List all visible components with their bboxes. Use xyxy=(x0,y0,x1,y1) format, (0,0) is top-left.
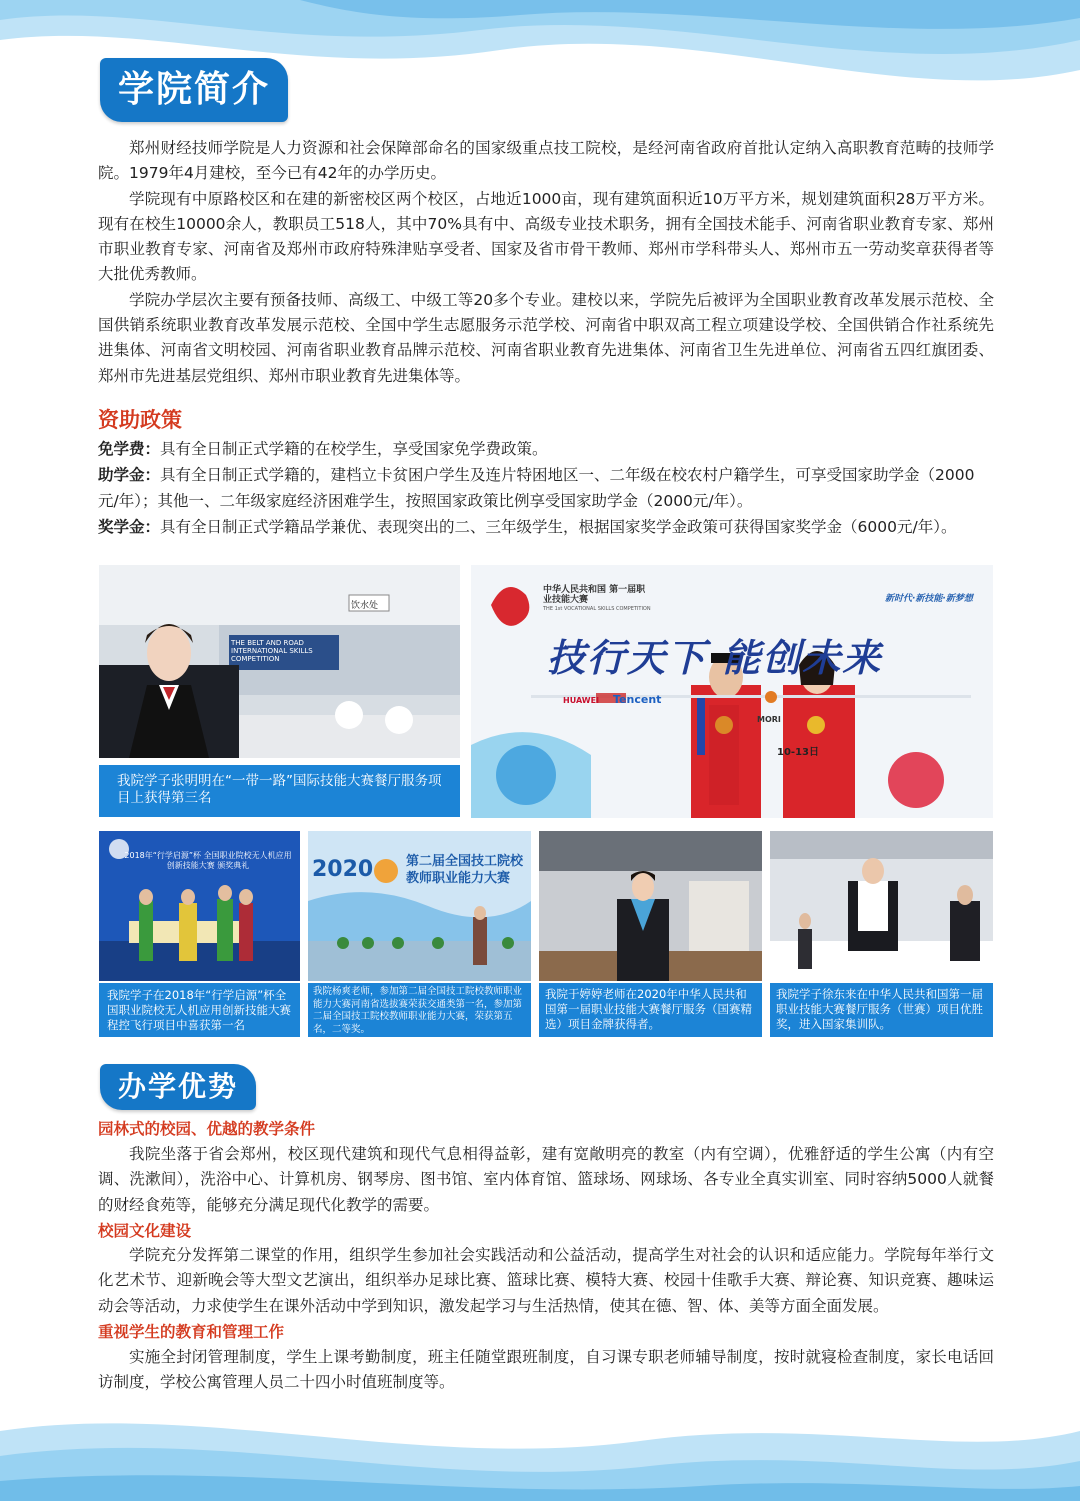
advantage-paragraph-campus: 我院坐落于省会郑州，校区现代建筑和现代气息相得益彰，建有宽敞明亮的教室（内有空调），优雅舒适的学生公寓（内有空调、洗漱间），洗浴中心、计算机房、钢琴房、图书馆、室内体育馆、篮球场、网球场、各专业全真实训室、同时容纳5000人就餐的财经食苑等，能够充分满足现代化教学的需要。 xyxy=(98,1145,994,1214)
photo-caption-belt-and-road: 我院学子张明明在“一带一路”国际技能大赛餐厅服务项目上获得第三名 xyxy=(99,765,460,817)
competition-tagline: 新时代·新技能·新梦想 xyxy=(885,594,973,604)
aid-policy-list xyxy=(98,436,994,540)
intro-paragraph-1: 郑州财经技师学院是人力资源和社会保障部命名的国家级重点技工院校，是经河南省政府首批认定纳入高职教育范畴的技师学院。1979年4月建校，至今已有42年的办学历史。 xyxy=(98,139,994,183)
intro-paragraph-3: 学院办学层次主要有预备技师、高级工、中级工等20多个专业。建校以来，学院先后被评为全国职业教育改革发展示范校、全国供销系统职业教育改革发展示范校、全国中学生志愿服务示范学校、河南省中职双高工程立项建设学校、全国供销合作社系统先进集体、河南省文明校园、河南省职业教育品牌示范校、河南省职业教育先进集体、河南省卫生先进单位、河南省五四红旗团委、郑州市先进基层党组织、郑州市职业教育先进集体等。 xyxy=(98,290,994,385)
advantage-heading-culture: 校园文化建设 xyxy=(98,1222,192,1240)
advantage-text-campus xyxy=(98,1142,994,1218)
aid-policy-heading: 资助政策 xyxy=(98,408,182,432)
photo-skills-competition xyxy=(471,565,993,818)
section-title-intro: 学院简介 xyxy=(100,58,288,122)
advantage-heading-management: 重视学生的教育和管理工作 xyxy=(98,1323,285,1341)
advantage-paragraph-culture: 学院充分发挥第二课堂的作用，组织学生参加社会实践活动和公益活动，提高学生对社会的认识和适应能力。学院每年举行文化艺术节、迎新晚会等大型文艺演出，组织举办足球比赛、篮球比赛、模特大赛、校园十佳歌手大赛、辩论赛、知识竞赛、趣味运动会等活动，力求使学生在课外活动中学到知识，激发起学习与生活热情，使其在德、智、体、美等方面全面发展。 xyxy=(98,1246,994,1315)
sponsor-tencent: Tencent xyxy=(613,693,662,706)
aid-item-label: 助学金： xyxy=(98,466,161,484)
sponsor-mori: MORI xyxy=(757,715,781,724)
intro-text xyxy=(98,136,994,389)
intro-paragraph-2: 学院现有中原路校区和在建的新密校区两个校区，占地近1000亩，现有建筑面积近10万平方米，规划建筑面积28万平方米。现有在校生10000余人，教职员工518人，其中70%具有中、高级专业技术职务，拥有全国技术能手、河南省职业教育专家、郑州市职业教育专家、河南省及郑州市政府特殊津贴享受者、国家及省市骨干教师、郑州市学科带头人、郑州市五一劳动奖章获得者等大批优秀教师。 xyxy=(98,189,994,284)
photo-belt-and-road xyxy=(99,565,460,758)
sponsor-huawei: HUAWEI xyxy=(563,696,600,705)
teacher-competition-year: 2020 xyxy=(312,857,374,882)
teacher-competition-banner: 第二届全国技工院校 教师职业能力大赛 xyxy=(406,854,524,886)
belt-road-sign-text: THE BELT AND ROAD INTERNATIONAL SKILLS COMPETITION xyxy=(231,639,313,663)
photo-restaurant-gold xyxy=(539,831,762,981)
aid-item-text: 具有全日制正式学籍的在校学生，享受国家免学费政策。 xyxy=(160,440,548,458)
photo-caption-worldskills-service: 我院学子徐东来在中华人民共和国第一届职业技能大赛餐厅服务（世赛）项目优胜奖，进入国家集训队。 xyxy=(770,983,993,1037)
competition-slogan: 技行天下 能创未来 xyxy=(547,636,883,680)
photo-worldskills-service xyxy=(770,831,993,981)
aid-item-tuition xyxy=(98,436,994,462)
advantage-text-culture xyxy=(98,1243,994,1319)
competition-org-name: 中华人民共和国 第一届职业技能大赛 xyxy=(543,585,646,605)
advantage-text-management xyxy=(98,1345,994,1396)
drone-award-banner: 2018年“行学启源”杯 全国职业院校无人机应用创新技能大赛 颁奖典礼 xyxy=(124,851,292,870)
photo-caption-teacher-competition: 我院杨爽老师，参加第二届全国技工院校教师职业能力大赛河南省选拔赛荣获交通类第一名，参加第二届全国技工院校教师职业能力大赛，荣获第五名，二等奖。 xyxy=(308,983,531,1037)
aid-item-text: 具有全日制正式学籍的，建档立卡贫困户学生及连片特困地区一、二年级在校农村户籍学生，可享受国家助学金（2000元/年）；其他一、二年级家庭经济困难学生，按照国家政策比例享受国家助学金（2000元/年）。 xyxy=(98,466,975,510)
aid-item-grant xyxy=(98,462,994,514)
advantage-paragraph-management: 实施全封闭管理制度，学生上课考勤制度，班主任随堂跟班制度，自习课专职老师辅导制度，按时就寝检查制度，家长电话回访制度，学校公寓管理人员二十四小时值班制度等。 xyxy=(98,1348,994,1392)
photo-caption-restaurant-gold: 我院于婷婷老师在2020年中华人民共和国第一届职业技能大赛餐厅服务（国赛精选）项目金牌获得者。 xyxy=(539,983,762,1037)
competition-org-name-en: THE 1st VOCATIONAL SKILLS COMPETITION xyxy=(543,606,651,612)
photo-teacher-competition xyxy=(308,831,531,981)
photo-drone-award xyxy=(99,831,300,981)
advantage-heading-campus: 园林式的校园、优越的教学条件 xyxy=(98,1120,316,1138)
photo-caption-drone-award: 我院学子在2018年“行学启源”杯全国职业院校无人机应用创新技能大赛程控飞行项目中喜获第一名 xyxy=(99,983,300,1037)
aid-item-label: 奖学金： xyxy=(98,518,161,536)
water-sign-text: 饮水处 xyxy=(351,601,379,611)
aid-item-scholarship xyxy=(98,514,994,540)
aid-item-label: 免学费： xyxy=(98,440,161,458)
aid-item-text: 具有全日制正式学籍品学兼优、表现突出的二、三年级学生，根据国家奖学金政策可获得国家奖学金（6000元/年）。 xyxy=(160,518,957,536)
bottom-wave-decoration xyxy=(0,1391,1080,1501)
section-title-advantages: 办学优势 xyxy=(100,1064,256,1110)
competition-date: 10-13日 xyxy=(777,747,819,758)
